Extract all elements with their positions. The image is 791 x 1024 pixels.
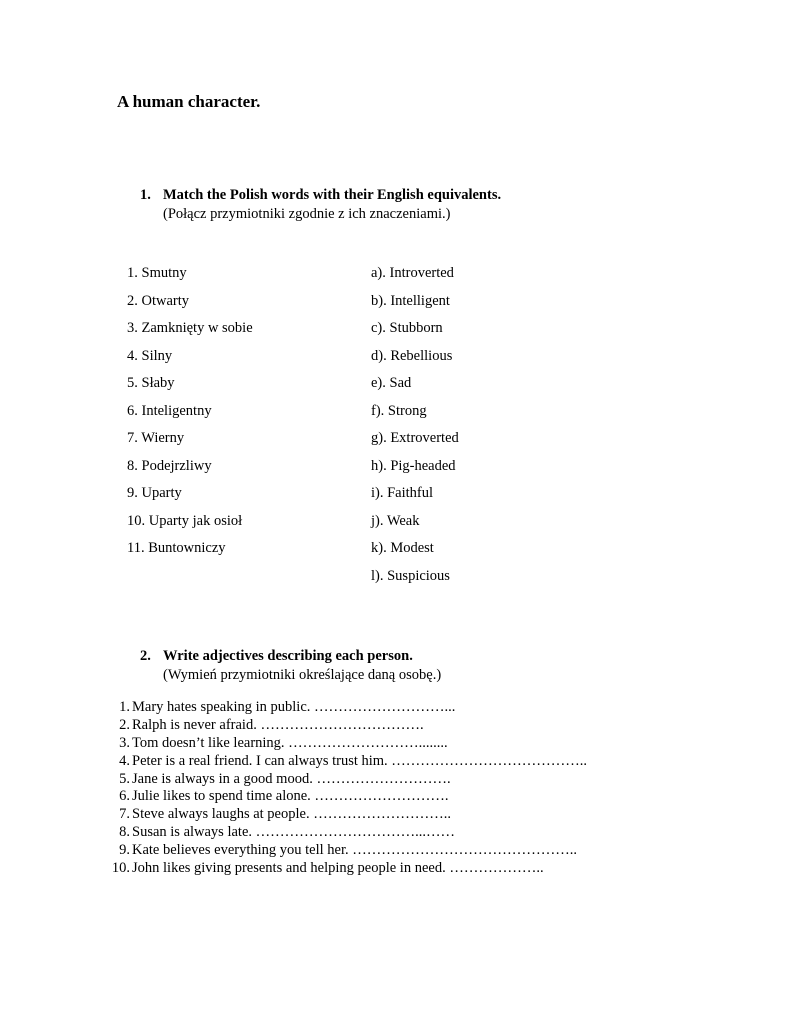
sentence-item bbox=[100, 806, 587, 824]
sentence-text: Tom doesn’t like learning. ………………………........ bbox=[132, 734, 448, 751]
english-word: e). Sad bbox=[371, 375, 412, 391]
polish-word: 2. Otwarty bbox=[127, 292, 190, 309]
polish-word-list bbox=[127, 263, 253, 566]
sentence-list bbox=[100, 699, 587, 878]
section-1-heading bbox=[140, 186, 501, 224]
sentence-number: 9. bbox=[119, 842, 130, 859]
sentence-text: Susan is always late. ……………………………...…… bbox=[132, 824, 456, 841]
sentence-item bbox=[100, 824, 587, 842]
section-1-instruction: Match the Polish words with their English equivalents. bbox=[163, 187, 502, 203]
sentence-number: 2. bbox=[119, 716, 130, 733]
english-word: j). Weak bbox=[371, 512, 420, 529]
polish-word: 6. Inteligentny bbox=[127, 402, 212, 419]
sentence-text: Ralph is never afraid. ……………………………. bbox=[132, 716, 424, 733]
sentence-item bbox=[100, 860, 587, 878]
sentence-item bbox=[100, 771, 587, 789]
polish-word: 10. Uparty jak osioł bbox=[127, 512, 243, 529]
sentence-text: Mary hates speaking in public. ………………………... bbox=[132, 699, 456, 715]
english-word: i). Faithful bbox=[371, 485, 434, 501]
sentence-text: Kate believes everything you tell her. ……………………………………….. bbox=[132, 842, 577, 859]
polish-word: 7. Wierny bbox=[127, 430, 185, 446]
section-1-number: 1. bbox=[140, 187, 151, 203]
english-word: k). Modest bbox=[371, 540, 434, 556]
sentence-number: 5. bbox=[119, 770, 130, 787]
english-word: d). Rebellious bbox=[371, 347, 453, 364]
sentence-item bbox=[100, 735, 587, 753]
section-2-number: 2. bbox=[140, 648, 151, 664]
english-word: h). Pig-headed bbox=[371, 457, 456, 474]
polish-word: 1. Smutny bbox=[127, 265, 187, 281]
english-word-list bbox=[371, 263, 459, 593]
sentence-item bbox=[100, 788, 587, 806]
english-word: c). Stubborn bbox=[371, 320, 443, 336]
sentence-number: 1. bbox=[119, 699, 130, 715]
sentence-number: 7. bbox=[119, 806, 130, 823]
sentence-text: Julie likes to spend time alone. ………………………. bbox=[132, 788, 449, 805]
sentence-number: 8. bbox=[119, 824, 130, 841]
english-word: f). Strong bbox=[371, 402, 427, 419]
section-2-instruction-polish: (Wymień przymiotniki określające daną osobę.) bbox=[163, 667, 442, 683]
sentence-text: Jane is always in a good mood. ………………………. bbox=[132, 770, 451, 787]
polish-word: 9. Uparty bbox=[127, 485, 182, 501]
polish-word: 5. Słaby bbox=[127, 375, 175, 391]
english-word: g). Extroverted bbox=[371, 430, 459, 446]
polish-word: 4. Silny bbox=[127, 347, 173, 364]
section-2-heading bbox=[140, 647, 441, 685]
section-2-instruction: Write adjectives describing each person. bbox=[163, 648, 413, 664]
sentence-number: 6. bbox=[119, 788, 130, 805]
sentence-number: 10. bbox=[111, 860, 130, 877]
sentence-item bbox=[100, 753, 587, 771]
polish-word: 8. Podejrzliwy bbox=[127, 457, 212, 474]
sentence-text: Peter is a real friend. I can always trust him. ………………………………….. bbox=[132, 752, 588, 769]
polish-word: 11. Buntowniczy bbox=[127, 540, 226, 556]
sentence-item bbox=[100, 842, 587, 860]
polish-word: 3. Zamknięty w sobie bbox=[127, 320, 253, 336]
sentence-item bbox=[100, 699, 587, 717]
sentence-item bbox=[100, 717, 587, 735]
english-word: l). Suspicious bbox=[371, 567, 450, 584]
section-1-instruction-polish: (Połącz przymiotniki zgodnie z ich znaczeniami.) bbox=[163, 206, 451, 222]
english-word: b). Intelligent bbox=[371, 292, 450, 309]
sentence-number: 4. bbox=[119, 752, 130, 769]
sentence-number: 3. bbox=[119, 734, 130, 751]
page-title: A human character. bbox=[117, 92, 261, 111]
sentence-text: John likes giving presents and helping people in need. ……………….. bbox=[132, 860, 544, 877]
sentence-text: Steve always laughs at people. ……………………….. bbox=[132, 806, 451, 823]
english-word: a). Introverted bbox=[371, 265, 454, 281]
